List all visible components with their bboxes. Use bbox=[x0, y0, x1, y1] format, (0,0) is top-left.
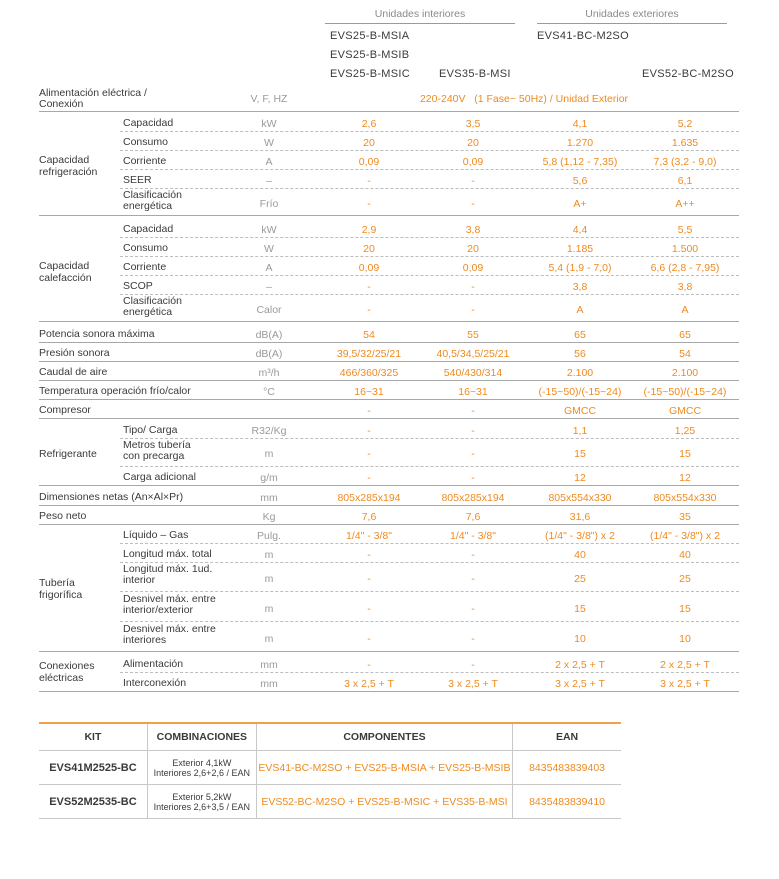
row-value: 15 bbox=[679, 602, 691, 615]
row-value: - bbox=[367, 280, 371, 293]
row-label: SCOP bbox=[123, 279, 153, 292]
row-value: (-15~50)/(-15~24) bbox=[538, 385, 622, 398]
kit-name: EVS52M2535-BC bbox=[39, 785, 147, 819]
row-value: 7,6 bbox=[465, 510, 481, 523]
model-evs25-msia: EVS25-B-MSIA bbox=[330, 30, 410, 42]
row-value: - bbox=[367, 197, 371, 210]
group-electric: Conexiones eléctricas bbox=[39, 660, 95, 684]
row-label: Capacidad bbox=[123, 116, 174, 129]
row-value: - bbox=[367, 602, 371, 615]
table-row bbox=[39, 506, 739, 525]
kit-components: EVS52-BC-M2SO + EVS25-B-MSIC + EVS35-B-MSI bbox=[256, 785, 512, 819]
row-divider bbox=[120, 621, 739, 622]
row-value: 35 bbox=[679, 510, 691, 523]
row-value: 540/430/314 bbox=[443, 366, 503, 379]
table-row bbox=[39, 439, 739, 467]
row-value: 10 bbox=[679, 632, 691, 645]
row-value: 6,6 (2,8 - 7,95) bbox=[650, 261, 720, 274]
row-value: - bbox=[471, 632, 475, 645]
kit-combination bbox=[147, 751, 256, 785]
row-value: 4,4 bbox=[572, 223, 588, 236]
row-value: 805x285x194 bbox=[441, 491, 505, 504]
row-unit: °C bbox=[263, 385, 275, 398]
supply-row bbox=[39, 86, 739, 112]
row-label: Potencia sonora máxima bbox=[39, 327, 155, 340]
row-value: - bbox=[367, 303, 371, 316]
row-value: 15 bbox=[679, 448, 691, 460]
row-value: GMCC bbox=[668, 404, 702, 417]
row-value: 3 x 2,5 + T bbox=[660, 677, 710, 690]
table-row bbox=[39, 420, 739, 439]
row-value: A++ bbox=[675, 197, 695, 210]
table-row bbox=[39, 276, 739, 295]
row-value: 20 bbox=[363, 242, 375, 255]
row-label: Interconexión bbox=[123, 676, 187, 689]
row-value: 55 bbox=[467, 328, 479, 341]
row-value: 1.635 bbox=[671, 136, 699, 149]
row-value: 0,09 bbox=[358, 261, 380, 274]
row-value: 2,6 bbox=[361, 117, 377, 130]
indoor-units-title: Unidades interiores bbox=[374, 8, 466, 20]
row-divider bbox=[39, 215, 739, 216]
row-unit: dB(A) bbox=[255, 328, 283, 341]
row-value: 2.100 bbox=[671, 366, 699, 379]
row-unit: m bbox=[264, 548, 274, 561]
row-unit: m bbox=[264, 572, 274, 585]
row-label: Capacidad bbox=[123, 222, 174, 235]
row-value: 39,5/32/25/21 bbox=[336, 347, 402, 360]
table-row bbox=[39, 654, 739, 673]
row-value: (1/4" - 3/8") x 2 bbox=[650, 529, 720, 542]
row-divider bbox=[39, 418, 739, 419]
row-value: - bbox=[367, 658, 371, 671]
row-unit: mm bbox=[260, 491, 278, 504]
row-value: 15 bbox=[574, 602, 586, 615]
kit-components: EVS41-BC-M2SO + EVS25-B-MSIA + EVS25-B-MSIB bbox=[256, 751, 512, 785]
row-unit: m bbox=[264, 602, 274, 615]
table-row bbox=[39, 673, 739, 692]
row-value: 3 x 2,5 + T bbox=[344, 677, 394, 690]
supply-label-line1: Alimentación eléctrica / bbox=[39, 87, 147, 99]
row-value: - bbox=[367, 174, 371, 187]
row-value: 6,1 bbox=[677, 174, 693, 187]
model-evs25-msib: EVS25-B-MSIB bbox=[330, 49, 410, 61]
row-value: 16~31 bbox=[458, 385, 488, 398]
row-value: - bbox=[471, 548, 475, 561]
table-row bbox=[39, 525, 739, 544]
row-value: 25 bbox=[679, 572, 691, 585]
row-value: 40 bbox=[574, 548, 586, 561]
row-value: 2 x 2,5 + T bbox=[555, 658, 605, 671]
table-row bbox=[39, 238, 739, 257]
table-row bbox=[39, 785, 621, 819]
row-label: Peso neto bbox=[39, 509, 87, 522]
outdoor-units-divider bbox=[537, 23, 727, 24]
row-value: 466/360/325 bbox=[339, 366, 399, 379]
supply-label bbox=[39, 88, 147, 110]
row-value: - bbox=[367, 548, 371, 561]
row-value: - bbox=[367, 472, 371, 484]
kit-col-ean: EAN bbox=[513, 723, 621, 751]
row-label: Longitud máx. 1ud. interior bbox=[123, 563, 213, 586]
table-row bbox=[39, 487, 739, 506]
row-value: 7,6 bbox=[361, 510, 377, 523]
row-value: - bbox=[471, 424, 475, 437]
row-value: 805x285x194 bbox=[337, 491, 401, 504]
group-refrigerant: Refrigerante bbox=[39, 448, 97, 460]
row-divider bbox=[39, 691, 739, 692]
table-row bbox=[39, 751, 621, 785]
row-value: 31,6 bbox=[569, 510, 591, 523]
row-unit: Frío bbox=[259, 197, 279, 210]
row-value: - bbox=[367, 572, 371, 585]
row-unit: Pulg. bbox=[257, 529, 281, 542]
row-value: - bbox=[471, 448, 475, 460]
table-row bbox=[39, 400, 739, 419]
row-value: - bbox=[471, 602, 475, 615]
table-row bbox=[39, 219, 739, 238]
row-label: Corriente bbox=[123, 154, 167, 167]
row-value: GMCC bbox=[563, 404, 597, 417]
row-value: 54 bbox=[363, 328, 375, 341]
row-label: Tipo/ Carga bbox=[123, 423, 178, 436]
row-unit: m³/h bbox=[258, 366, 280, 379]
row-unit: Kg bbox=[262, 510, 276, 523]
row-value: - bbox=[471, 197, 475, 210]
kit-table-header bbox=[39, 723, 621, 751]
row-unit: R32/Kg bbox=[251, 424, 287, 437]
table-row bbox=[39, 381, 739, 400]
row-value: 805x554x330 bbox=[653, 491, 717, 504]
table-row bbox=[39, 623, 739, 652]
row-value: - bbox=[471, 303, 475, 316]
row-value: 16~31 bbox=[354, 385, 384, 398]
row-value: 5,2 bbox=[677, 117, 693, 130]
row-unit: m bbox=[264, 632, 274, 645]
model-evs35-msi: EVS35-B-MSI bbox=[439, 68, 511, 80]
row-value: - bbox=[367, 404, 371, 417]
kit-ean: 8435483839410 bbox=[513, 785, 621, 819]
row-label: Carga adicional bbox=[123, 471, 196, 483]
row-value: (-15~50)/(-15~24) bbox=[643, 385, 727, 398]
row-divider bbox=[39, 321, 739, 322]
table-row bbox=[39, 343, 739, 362]
row-value: 0,09 bbox=[462, 155, 484, 168]
row-unit: kW bbox=[261, 223, 277, 236]
row-value: 25 bbox=[574, 572, 586, 585]
row-value: 805x554x330 bbox=[548, 491, 612, 504]
row-value: 12 bbox=[574, 472, 586, 484]
row-value: 3,8 bbox=[677, 280, 693, 293]
row-unit: m bbox=[264, 448, 274, 460]
row-label: Temperatura operación frío/calor bbox=[39, 384, 191, 397]
kit-combination-line2: Interiores 2,6+2,6 / EAN bbox=[153, 767, 250, 778]
row-label: Consumo bbox=[123, 241, 168, 254]
row-value: - bbox=[471, 404, 475, 417]
row-value: 20 bbox=[363, 136, 375, 149]
table-row bbox=[39, 170, 739, 189]
row-value: 2 x 2,5 + T bbox=[660, 658, 710, 671]
table-row bbox=[39, 563, 739, 592]
row-unit: A bbox=[265, 155, 273, 168]
indoor-units-divider bbox=[325, 23, 515, 24]
row-value: 1.270 bbox=[566, 136, 594, 149]
row-label: Desnivel máx. entre interior/exterior bbox=[123, 593, 216, 616]
row-value: 5,5 bbox=[677, 223, 693, 236]
row-value: 4,1 bbox=[572, 117, 588, 130]
row-unit: Calor bbox=[256, 303, 282, 316]
kit-table bbox=[39, 722, 621, 819]
row-unit: W bbox=[264, 136, 274, 149]
row-value: 5,4 (1,9 - 7,0) bbox=[548, 261, 612, 274]
row-value: 56 bbox=[574, 347, 586, 360]
row-value: - bbox=[471, 174, 475, 187]
row-value: 65 bbox=[574, 328, 586, 341]
row-value: 2,9 bbox=[361, 223, 377, 236]
row-value: 20 bbox=[467, 136, 479, 149]
row-value: A+ bbox=[573, 197, 587, 210]
row-value: 2.100 bbox=[566, 366, 594, 379]
kit-col-combinations: COMBINACIONES bbox=[147, 723, 256, 751]
row-label: Consumo bbox=[123, 135, 168, 148]
kit-ean: 8435483839403 bbox=[513, 751, 621, 785]
row-label: Clasificación energética bbox=[123, 295, 182, 318]
row-divider bbox=[120, 591, 739, 592]
row-value: (1/4" - 3/8") x 2 bbox=[545, 529, 615, 542]
row-value: - bbox=[471, 472, 475, 484]
row-value: 1,1 bbox=[572, 424, 588, 437]
table-row bbox=[39, 468, 739, 486]
row-unit: – bbox=[266, 280, 272, 293]
kit-col-components: COMPONENTES bbox=[256, 723, 512, 751]
row-value: 15 bbox=[574, 448, 586, 460]
kit-combination-line2: Interiores 2,6+3,5 / EAN bbox=[153, 801, 250, 812]
row-unit: W bbox=[264, 242, 274, 255]
row-value: 10 bbox=[574, 632, 586, 645]
row-unit: A bbox=[265, 261, 273, 274]
table-row bbox=[39, 295, 739, 322]
table-row bbox=[39, 362, 739, 381]
group-heating: Capacidad calefacción bbox=[39, 260, 92, 284]
row-value: A bbox=[576, 303, 584, 316]
table-row bbox=[39, 189, 739, 216]
row-label: Desnivel máx. entre interiores bbox=[123, 623, 216, 646]
row-value: A bbox=[681, 303, 689, 316]
row-value: 65 bbox=[679, 328, 691, 341]
table-row bbox=[39, 151, 739, 170]
row-value: - bbox=[367, 448, 371, 460]
row-value: 1,25 bbox=[674, 424, 696, 437]
table-row bbox=[39, 593, 739, 622]
kit-col-kit: KIT bbox=[39, 723, 147, 751]
row-value: 12 bbox=[679, 472, 691, 484]
supply-value: 220-240V (1 Fase~ 50Hz) / Unidad Exterior bbox=[419, 93, 629, 105]
row-label: Clasificación energética bbox=[123, 189, 182, 212]
row-unit: kW bbox=[261, 117, 277, 130]
row-value: 3,5 bbox=[465, 117, 481, 130]
model-evs52-m2so: EVS52-BC-M2SO bbox=[642, 68, 734, 80]
row-value: 1/4" - 3/8" bbox=[450, 529, 496, 542]
row-label: Corriente bbox=[123, 260, 167, 273]
kit-name: EVS41M2525-BC bbox=[39, 751, 147, 785]
kit-combination bbox=[147, 785, 256, 819]
row-value: - bbox=[471, 658, 475, 671]
row-label: Presión sonora bbox=[39, 346, 110, 359]
row-value: 3,8 bbox=[465, 223, 481, 236]
group-cooling: Capacidad refrigeración bbox=[39, 154, 98, 178]
group-piping: Tubería frigorífica bbox=[39, 577, 83, 601]
model-evs25-msic: EVS25-B-MSIC bbox=[330, 68, 411, 80]
table-row bbox=[39, 113, 739, 132]
row-value: - bbox=[367, 424, 371, 437]
row-value: 40,5/34,5/25/21 bbox=[436, 347, 510, 360]
row-label: Compresor bbox=[39, 403, 91, 416]
row-value: 3 x 2,5 + T bbox=[555, 677, 605, 690]
kit-combination-line1: Exterior 5,2kW bbox=[172, 791, 232, 802]
row-unit: mm bbox=[260, 677, 278, 690]
row-value: 0,09 bbox=[358, 155, 380, 168]
row-value: 1.185 bbox=[566, 242, 594, 255]
row-value: 5,6 bbox=[572, 174, 588, 187]
row-value: 3 x 2,5 + T bbox=[448, 677, 498, 690]
row-value: - bbox=[367, 632, 371, 645]
row-unit: – bbox=[266, 174, 272, 187]
row-unit: mm bbox=[260, 658, 278, 671]
row-label: Longitud máx. total bbox=[123, 547, 212, 560]
row-label: Metros tubería con precarga bbox=[123, 439, 191, 462]
row-value: 3,8 bbox=[572, 280, 588, 293]
row-unit: g/m bbox=[260, 472, 278, 484]
row-label: Dimensiones netas (An×Al×Pr) bbox=[39, 490, 184, 503]
model-evs41-m2so: EVS41-BC-M2SO bbox=[537, 30, 629, 42]
row-divider bbox=[120, 466, 739, 467]
row-label: SEER bbox=[123, 173, 152, 186]
row-value: 20 bbox=[467, 242, 479, 255]
row-value: 0,09 bbox=[462, 261, 484, 274]
row-label: Líquido – Gas bbox=[123, 528, 189, 541]
kit-combination-line1: Exterior 4,1kW bbox=[172, 757, 232, 768]
row-divider bbox=[39, 485, 739, 486]
row-label: Caudal de aire bbox=[39, 365, 108, 378]
row-label: Alimentación bbox=[123, 657, 184, 670]
row-value: - bbox=[471, 572, 475, 585]
row-value: 1.500 bbox=[671, 242, 699, 255]
row-value: 1/4" - 3/8" bbox=[346, 529, 392, 542]
table-row bbox=[39, 544, 739, 563]
supply-label-line2: Conexión bbox=[39, 98, 84, 110]
row-value: 40 bbox=[679, 548, 691, 561]
row-divider bbox=[39, 651, 739, 652]
table-row bbox=[39, 257, 739, 276]
supply-unit: V, F, HZ bbox=[250, 93, 288, 105]
row-value: 5,8 (1,12 - 7,35) bbox=[542, 155, 618, 168]
row-value: 7,3 (3,2 - 9,0) bbox=[653, 155, 717, 168]
outdoor-units-title: Unidades exteriores bbox=[585, 8, 679, 20]
row-value: - bbox=[471, 280, 475, 293]
table-row bbox=[39, 324, 739, 343]
table-row bbox=[39, 132, 739, 151]
row-value: 54 bbox=[679, 347, 691, 360]
row-unit: dB(A) bbox=[255, 347, 283, 360]
